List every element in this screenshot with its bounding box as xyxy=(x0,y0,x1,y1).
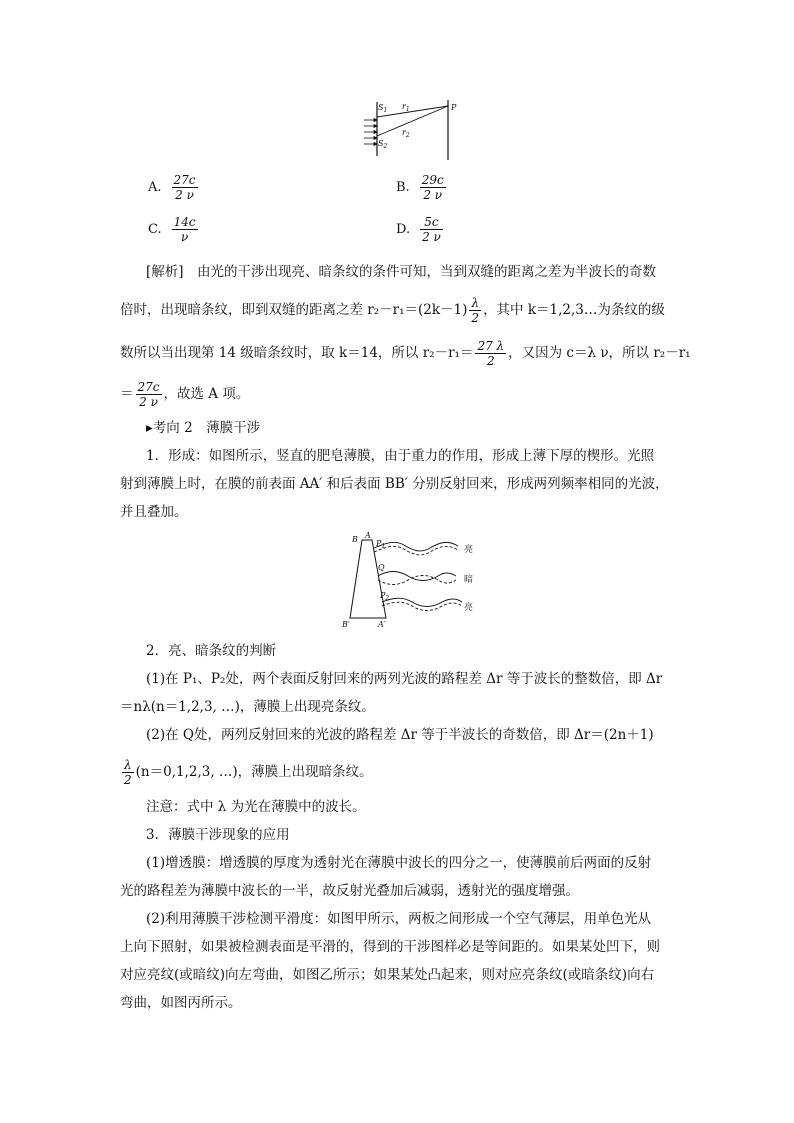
ray-r2 xyxy=(377,106,448,136)
label-p1: $P_1$ xyxy=(376,539,386,550)
analysis-line-4: ＝ $\frac{27c}{2 \nu}$ ，故选 A 项。 xyxy=(120,380,250,409)
label-bright-2: 亮 xyxy=(464,603,474,613)
formation-line-2: 射到薄膜上时，在膜的前表面 AA′ 和后表面 BB′ 分别反射回来，形成两列频率相同的光波， xyxy=(120,476,669,492)
section-heading-thin-film: ▸考向 2 薄膜干涉 xyxy=(146,420,261,436)
option-a-fraction: $\frac{27c}{2 \nu}$ xyxy=(173,173,196,202)
label-bright-1: 亮 xyxy=(464,545,474,555)
ray-r1 xyxy=(377,106,448,117)
option-a-label: A. xyxy=(148,180,162,195)
label-p2: $P_2$ xyxy=(380,591,390,602)
option-c[interactable] xyxy=(148,215,200,244)
incident-light-arrows xyxy=(364,119,377,146)
label-s1: $S_1$ xyxy=(378,103,388,114)
formation-line-1: 1．形成：如图所示，竖直的肥皂薄膜，由于重力的作用，形成上薄下厚的楔形。光照 xyxy=(146,448,655,464)
lambda-over-2: $\frac{\lambda}{2}$ xyxy=(471,296,480,325)
wedge-film xyxy=(350,540,386,618)
antireflection-line-1: (1)增透膜：增透膜的厚度为透射光在薄膜中波长的四分之一，使薄膜前后两面的反射 xyxy=(146,855,652,871)
wave-bright-1 xyxy=(374,542,458,555)
label-p: P xyxy=(451,103,457,112)
formation-line-3: 并且叠加。 xyxy=(120,504,188,520)
wave-bright-2 xyxy=(382,598,462,610)
applications-title: 3．薄膜干涉现象的应用 xyxy=(146,827,290,843)
flatness-line-4: 弯曲，如图丙所示。 xyxy=(120,995,242,1011)
option-c-label: C. xyxy=(148,222,162,237)
antireflection-line-2: 光的路程差为薄膜中波长的一半，故反射光叠加后减弱，透射光的强度增强。 xyxy=(120,883,579,899)
analysis-line-3: 数所以当出现第 14 级暗条纹时，取 k＝14，所以 r₂－r₁＝ $\frac{27 \lambda}{2}$ ，又因为 c＝λ ν，所以 r₂－r₁ xyxy=(120,339,691,368)
dark-condition-line-2: $\frac{\lambda}{2}$ (n＝0,1,2,3, …)，薄膜上出现暗条纹。 xyxy=(124,758,373,787)
note-line: 注意：式中 λ 为光在薄膜中的波长。 xyxy=(146,799,366,815)
bright-condition-line-1: (1)在 P₁、P₂处，两个表面反射回来的两列光波的路程差 Δr 等于波长的整数倍，即 Δr xyxy=(146,671,663,687)
option-a[interactable] xyxy=(148,173,200,202)
analysis-line-1: [解析] 由光的干涉出现亮、暗条纹的条件可知，当到双缝的距离之差为半波长的奇数 xyxy=(146,264,657,280)
label-r1: $r_1$ xyxy=(402,102,410,113)
answer-fraction: $\frac{27c}{2 \nu}$ xyxy=(137,380,160,409)
label-s2: $S_2$ xyxy=(378,139,388,150)
label-b: B xyxy=(352,535,358,544)
fringe-judgement-title: 2．亮、暗条纹的判断 xyxy=(146,643,277,659)
27-lambda-over-2: $\frac{27 \lambda}{2}$ xyxy=(477,339,505,368)
option-b[interactable] xyxy=(396,173,448,202)
bright-condition-line-2: ＝nλ(n＝1,2,3, …)，薄膜上出现亮条纹。 xyxy=(120,699,375,715)
flatness-line-2: 上向下照射，如果被检测表面是平滑的，得到的干涉图样必是等间距的。如果某处凹下，则 xyxy=(120,939,660,955)
option-d-fraction: $\frac{5c}{2 \nu}$ xyxy=(422,215,441,244)
option-b-fraction: $\frac{29c}{2 \nu}$ xyxy=(421,173,444,202)
label-a-prime: A′ xyxy=(378,620,386,629)
label-a: A xyxy=(365,531,371,540)
label-q: Q xyxy=(378,563,385,572)
option-b-label: B. xyxy=(396,180,410,195)
wave-dark xyxy=(378,572,456,585)
option-c-fraction: $\frac{14c}{\nu}$ xyxy=(173,215,196,244)
flatness-line-3: 对应亮纹(或暗纹)向左弯曲，如图乙所示；如果某处凸起来，则对应亮条纹(或暗条纹)向右 xyxy=(120,967,655,983)
label-dark: 暗 xyxy=(464,575,474,585)
double-slit-figure xyxy=(362,98,472,162)
thin-film-wedge-figure xyxy=(340,530,490,630)
dark-condition-line-1: (2)在 Q处，两列反射回来的光波的路程差 Δr 等于半波长的奇数倍，即 Δr＝(2n＋1) xyxy=(146,727,654,743)
label-b-prime: B′ xyxy=(342,620,350,629)
analysis-line-2: 倍时，出现暗条纹，即到双缝的距离之差 r₂－r₁＝(2k－1) $\frac{\lambda}{2}$ ，其中 k＝1,2,3…为条纹的级 xyxy=(120,296,665,325)
dark-lambda-over-2: $\frac{\lambda}{2}$ xyxy=(124,758,132,787)
option-d[interactable] xyxy=(396,215,445,244)
option-d-label: D. xyxy=(396,222,411,237)
flatness-line-1: (2)利用薄膜干涉检测平滑度：如图甲所示，两板之间形成一个空气薄层，用单色光从 xyxy=(146,911,652,927)
label-r2: $r_2$ xyxy=(402,128,410,139)
